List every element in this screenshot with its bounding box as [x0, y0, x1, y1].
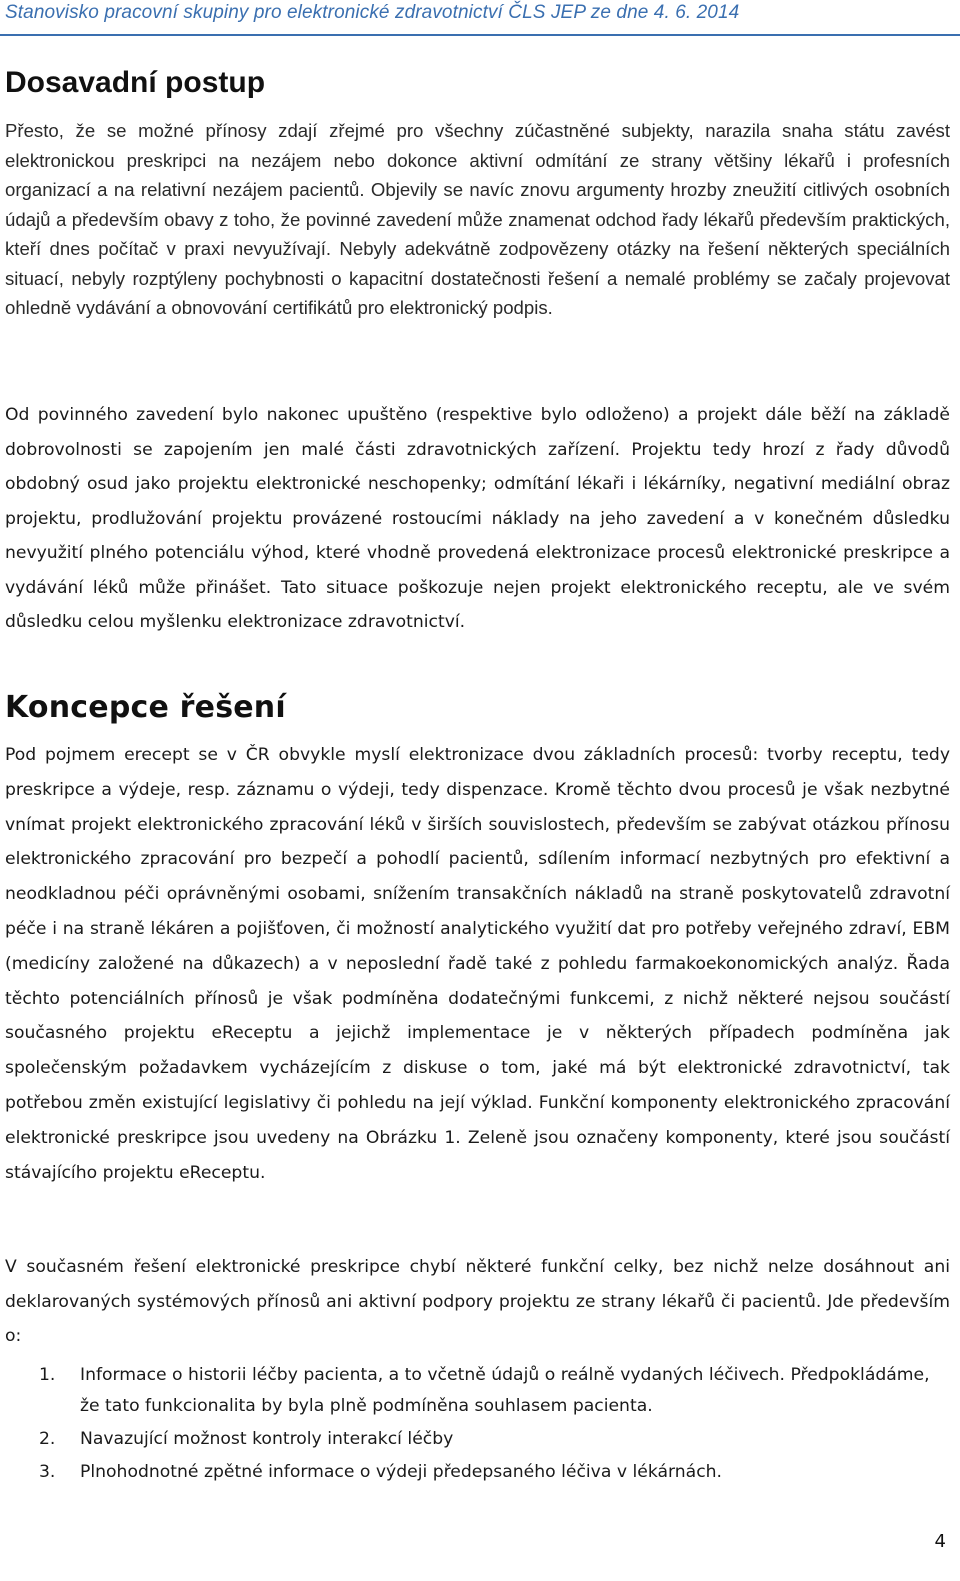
paragraph: V současném řešení elektronické preskripce chybí některé funkční celky, bez nichž nelze dosáhnout ani deklarovaných systémových přínosů ani aktivní podpory projektu ze strany lékařů či pacientů. Jde především o: [5, 1257, 950, 1346]
paragraph: Od povinného zavedení bylo nakonec upuštěno (respektive bylo odloženo) a projekt dále běží na základě dobrovolnosti se zapojením jen malé části zdravotnických zařízení. Projektu tedy hrozí z řady důvodů obdobný osud jako projektu elektronické neschopenky; odmítání lékaři i lékárníky, negativní mediální obraz projektu, prodlužování projektu provázené rostoucími náklady na jeho zavedení a v konečném důsledku nevyužití plného potenciálu výhod, které vhodně provedená elektronizace procesů elektronické preskripce a vydávání léků může přinášet. Tato situace poškozuje nejen projekt elektronického receptu, ale ve svém důsledku celou myšlenku elektronizace zdravotnictví. [5, 405, 950, 632]
paragraph: Přesto, že se možné přínosy zdají zřejmé pro všechny zúčastněné subjekty, narazila snaha státu zavést elektronickou preskripci na nezájem nebo dokonce aktivní odmítání ze strany většiny lékařů i profesních organizací a na relativní nezájem pacientů. Objevily se navíc znovu argumenty hrozby zneužití citlivých osobních údajů a především obavy z toho, že povinné zavedení může znamenat odchod řady lékařů především praktických, kteří dnes počítač v praxi nevyužívají. Nebyly adekvátně zodpovězeny otázky na řešení některých speciálních situací, nebyly rozptýleny pochybnosti o kapacitní dostatečnosti řešení a nemalé problémy se začaly projevovat ohledně vydávání a obnovování certifikátů pro elektronický podpis. [5, 120, 950, 318]
list-item-number: 1. [39, 1365, 56, 1385]
list-item-text: Informace o historii léčby pacienta, a to včetně údajů o reálně vydaných léčivech. Předpokládáme, že tato funkcionalita by byla plně podmíněna souhlasem pacienta. [80, 1365, 930, 1416]
section-heading-dosavadni-postup: Dosavadní postup [5, 66, 266, 99]
header-rule [0, 34, 960, 36]
list-item [5, 1360, 950, 1422]
list-item-number: 2. [39, 1429, 56, 1449]
list-item [5, 1457, 950, 1488]
section-heading-koncepce-reseni: Koncepce řešení [5, 690, 286, 725]
paragraph: Pod pojmem erecept se v ČR obvykle myslí elektronizace dvou základních procesů: tvorby receptu, tedy preskripce a výdeje, resp. záznamu o výdeji, tedy dispenzace. Kromě těchto dvou procesů je však nezbytné vnímat projekt elektronického zpracování léků v širších souvislostech, především se zabývat otázkou přínosu elektronického zpracování pro bezpečí a pohodlí pacientů, sdílením informací nezbytných pro efektivní a neodkladnou péči oprávněnými osobami, snížením transakčních nákladů na straně poskytovatelů zdravotní péče i na straně lékáren a pojišťoven, či možností analytického využití dat pro potřeby veřejného zdraví, EBM (medicíny založené na důkazech) a v neposlední řadě také z pohledu farmakoekonomických analýz. Řada těchto potenciálních přínosů je však podmíněna dodatečnými funkcemi, z nichž některé nejsou součástí současného projektu eReceptu a jejichž implementace je v některých případech podmíněna jak společenským požadavkem vycházejícím z diskuse o tom, jaké má být elektronické zdravotnictví, tak potřebou změn existující legislativy či pohledu na její výklad. Funkční komponenty elektronického zpracování elektronické preskripce jsou uvedeny na Obrázku 1. Zeleně jsou označeny komponenty, které jsou součástí stávajícího projektu eReceptu. [5, 745, 950, 1183]
page-number: 4 [934, 1531, 946, 1552]
list-item-text: Navazující možnost kontroly interakcí léčby [80, 1429, 454, 1449]
list-item [5, 1424, 950, 1455]
list-item-text: Plnohodnotné zpětné informace o výdeji předepsaného léčiva v lékárnách. [80, 1462, 723, 1482]
numbered-list [5, 1360, 950, 1490]
running-header-title: Stanovisko pracovní skupiny pro elektronické zdravotnictví ČLS JEP ze dne 4. 6. 2014 [5, 2, 740, 23]
list-item-number: 3. [39, 1462, 56, 1482]
